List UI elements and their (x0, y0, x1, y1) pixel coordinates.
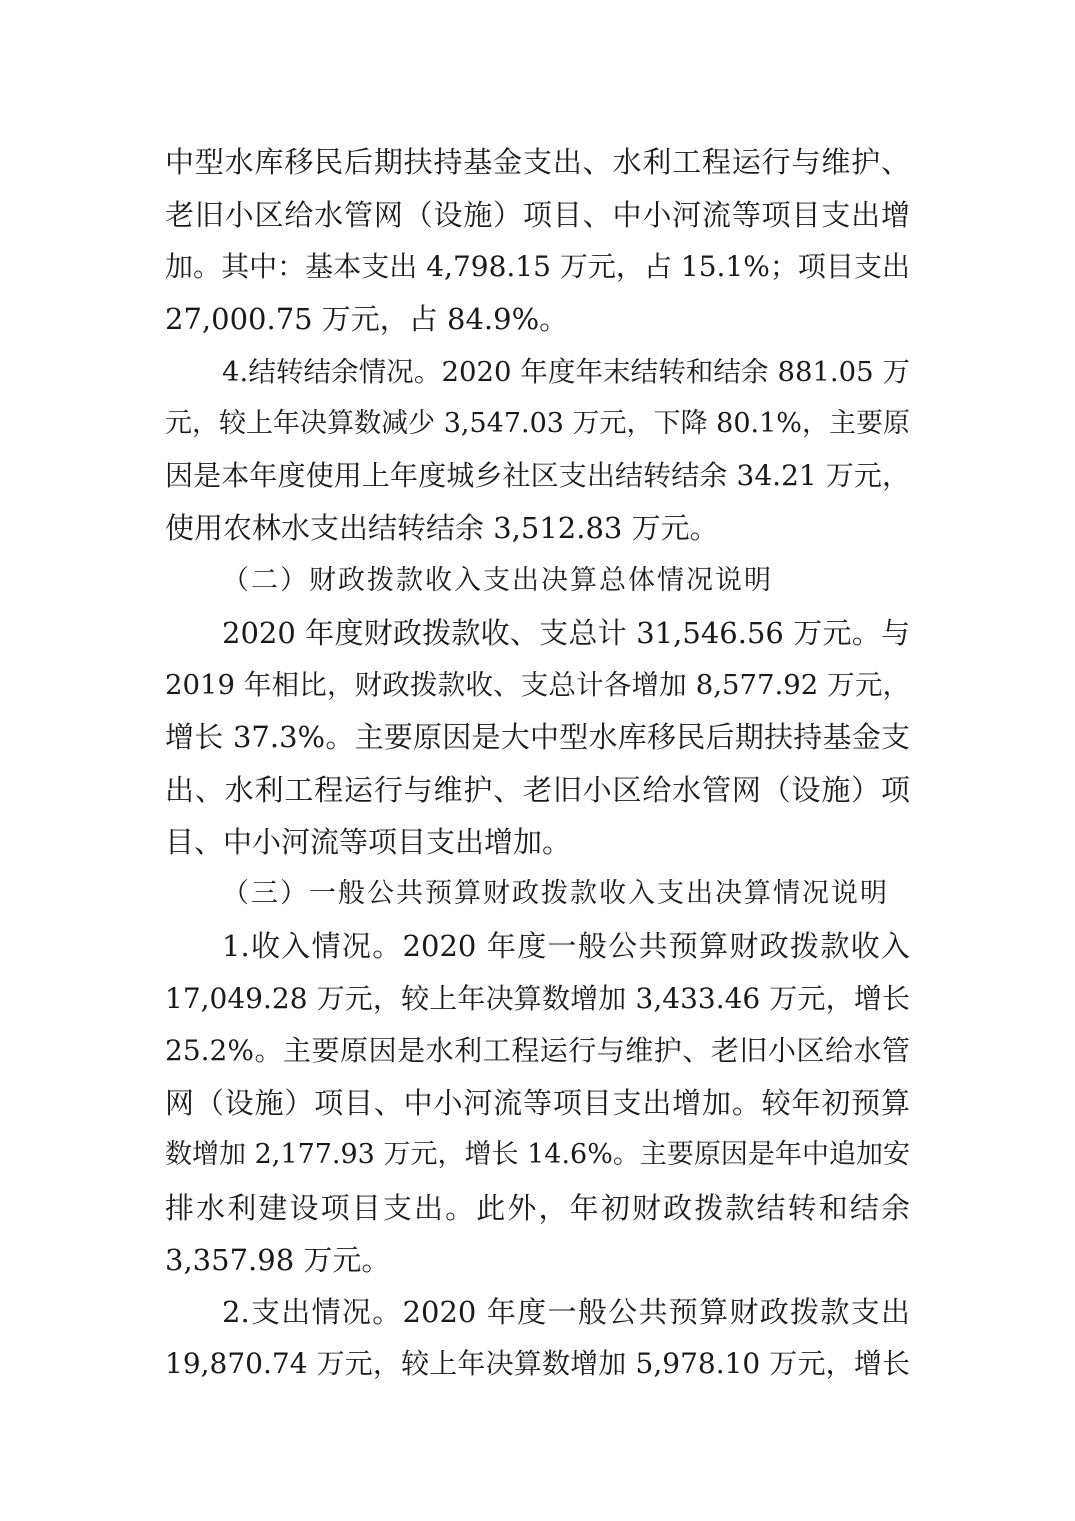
text-line: 4.结转结余情况。2020 年度年末结转和结余 881.05 万 (222, 356, 910, 388)
text-line: 网（设施）项目、中小河流等项目支出增加。较年初预算 (165, 1086, 910, 1120)
text-line: 加。其中：基本支出 4,798.15 万元，占 15.1%；项目支出 (165, 250, 910, 283)
text-line: 出、水利工程运行与维护、老旧小区给水管网（设施）项 (165, 773, 910, 807)
text-line: 因是本年度使用上年度城乡社区支出结转结余 34.21 万元， (165, 459, 910, 492)
text-line: 17,049.28 万元，较上年决算数增加 3,433.46 万元，增长 (165, 982, 910, 1015)
text-line: 3,357.98 万元。 (165, 1243, 391, 1277)
text-line: 增长 37.3%。主要原因是大中型水库移民后期扶持基金支 (165, 720, 910, 754)
text-line: 元，较上年决算数减少 3,547.03 万元，下降 80.1%，主要原 (165, 408, 910, 439)
text-line: 排水利建设项目支出。此外，年初财政拨款结转和结余 (165, 1191, 910, 1225)
text-line: 25.2%。主要原因是水利工程运行与维护、老旧小区给水管 (165, 1034, 910, 1067)
text-line: 2019 年相比，财政拨款收、支总计各增加 8,577.92 万元， (165, 669, 910, 701)
text-line: 1.收入情况。2020 年度一般公共预算财政拨款收入 (222, 929, 910, 963)
text-line: 使用农林水支出结转结余 3,512.83 万元。 (165, 511, 719, 545)
section-heading: （二）财政拨款收入支出决算总体情况说明 (222, 565, 773, 596)
text-line: 2.支出情况。2020 年度一般公共预算财政拨款支出 (222, 1295, 910, 1329)
text-line: 数增加 2,177.93 万元，增长 14.6%。主要原因是年中追加安 (165, 1139, 910, 1170)
text-line: 2020 年度财政拨款收、支总计 31,546.56 万元。与 (222, 616, 910, 650)
text-line: 27,000.75 万元，占 84.9%。 (165, 302, 569, 336)
section-heading: （三）一般公共预算财政拨款收入支出决算情况说明 (222, 878, 889, 909)
text-line: 老旧小区给水管网（设施）项目、中小河流等项目支出增 (165, 198, 910, 232)
text-line: 中型水库移民后期扶持基金支出、水利工程运行与维护、 (165, 145, 910, 179)
text-line: 目、中小河流等项目支出增加。 (165, 825, 572, 859)
text-line: 19,870.74 万元，较上年决算数增加 5,978.10 万元，增长 (165, 1347, 910, 1380)
